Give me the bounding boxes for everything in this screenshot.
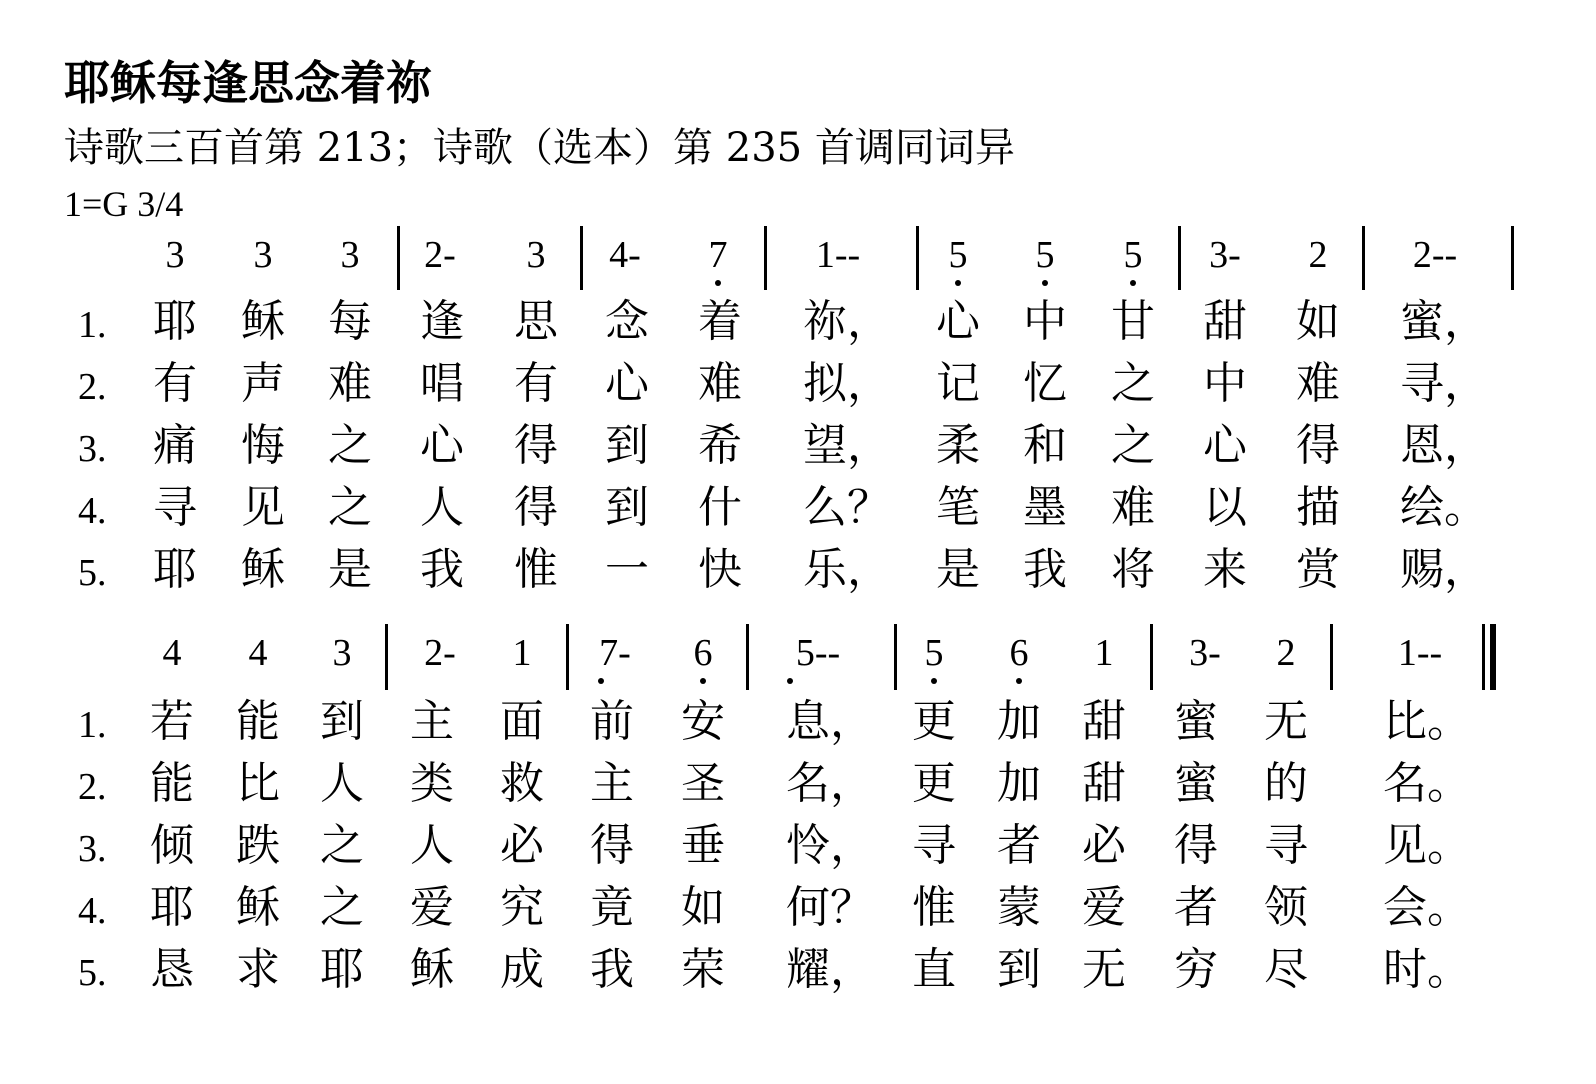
lyric-char: 领 bbox=[1264, 882, 1308, 933]
lyric-char: 跌 bbox=[236, 820, 280, 871]
lyric-char: 记 bbox=[936, 358, 980, 409]
lyric-char: 望， bbox=[803, 420, 891, 471]
note: 5-- bbox=[795, 632, 841, 674]
lyric-char: 赏 bbox=[1296, 544, 1340, 595]
lyric-char: 得 bbox=[514, 420, 558, 471]
lyric-char: 难 bbox=[1296, 358, 1340, 409]
hymn-title: 耶稣每逢思念着祢 bbox=[64, 56, 432, 110]
lyric-char: 稣 bbox=[241, 544, 285, 595]
lyric-char: 思 bbox=[514, 296, 558, 347]
lyric-char: 蜜 bbox=[1174, 758, 1218, 809]
lyric-char: 必 bbox=[500, 820, 544, 871]
lyric-char: 有 bbox=[153, 358, 197, 409]
lyric-char: 耶 bbox=[153, 296, 197, 347]
note: 7- bbox=[599, 632, 631, 674]
lyric-char: 着 bbox=[698, 296, 742, 347]
bar-line bbox=[566, 624, 569, 690]
lyric-char: 来 bbox=[1203, 544, 1247, 595]
lyric-char: 拟， bbox=[803, 358, 891, 409]
low-octave-dot bbox=[1042, 280, 1048, 286]
lyric-char: 荣 bbox=[681, 944, 725, 995]
lyric-char: 究 bbox=[500, 882, 544, 933]
note: 3- bbox=[1189, 632, 1221, 674]
bar-line bbox=[1330, 624, 1333, 690]
lyric-char: 得 bbox=[1296, 420, 1340, 471]
lyric-char: 者 bbox=[1174, 882, 1218, 933]
note: 2- bbox=[424, 234, 456, 276]
lyric-char: 名， bbox=[786, 758, 874, 809]
note: 6 bbox=[1009, 632, 1029, 674]
lyric-char: 怜， bbox=[786, 820, 874, 871]
lyric-char: 甘 bbox=[1111, 296, 1155, 347]
lyric-char: 耀， bbox=[786, 944, 874, 995]
note: 3 bbox=[165, 234, 185, 276]
low-octave-dot bbox=[787, 678, 793, 684]
lyric-char: 人 bbox=[420, 482, 464, 533]
bar-line bbox=[397, 226, 400, 290]
lyric-char: 竟 bbox=[590, 882, 634, 933]
low-octave-dot bbox=[931, 678, 937, 684]
lyric-char: 描 bbox=[1296, 482, 1340, 533]
lyric-char: 以 bbox=[1203, 482, 1247, 533]
lyric-char: 能 bbox=[150, 758, 194, 809]
lyric-char: 和 bbox=[1023, 420, 1067, 471]
note: 2-- bbox=[1412, 234, 1458, 276]
lyric-char: 直 bbox=[912, 944, 956, 995]
lyric-char: 我 bbox=[420, 544, 464, 595]
lyric-char: 中 bbox=[1023, 296, 1067, 347]
lyric-char: 乐， bbox=[803, 544, 891, 595]
low-octave-dot bbox=[715, 280, 721, 286]
lyric-char: 蜜 bbox=[1174, 696, 1218, 747]
lyric-char: 主 bbox=[410, 696, 454, 747]
lyric-char: 念 bbox=[605, 296, 649, 347]
lyric-char: 唱 bbox=[420, 358, 464, 409]
bar-line bbox=[1178, 226, 1181, 290]
note: 1-- bbox=[815, 234, 861, 276]
lyric-char: 人 bbox=[410, 820, 454, 871]
lyric-char: 若 bbox=[150, 696, 194, 747]
lyric-char: 爱 bbox=[410, 882, 454, 933]
key-signature: 1=G 3/4 bbox=[64, 184, 184, 224]
verse-number: 2. bbox=[78, 766, 107, 808]
low-octave-dot bbox=[1016, 678, 1022, 684]
lyric-char: 之 bbox=[320, 882, 364, 933]
bar-line bbox=[746, 624, 749, 690]
lyric-char: 穷 bbox=[1174, 944, 1218, 995]
low-octave-dot bbox=[598, 678, 604, 684]
lyric-char: 比 bbox=[236, 758, 280, 809]
lyric-char: 之 bbox=[328, 482, 372, 533]
lyric-char: 逢 bbox=[420, 296, 464, 347]
lyric-char: 主 bbox=[590, 758, 634, 809]
note: 2 bbox=[1276, 632, 1296, 674]
lyric-char: 甜 bbox=[1082, 696, 1126, 747]
bar-line bbox=[916, 226, 919, 290]
low-octave-dot bbox=[700, 678, 706, 684]
lyric-char: 见 bbox=[241, 482, 285, 533]
verse-number: 1. bbox=[78, 304, 107, 346]
bar-line bbox=[1511, 226, 1514, 290]
lyric-char: 之 bbox=[1111, 420, 1155, 471]
low-octave-dot bbox=[955, 280, 961, 286]
lyric-char: 到 bbox=[605, 482, 649, 533]
note: 3 bbox=[340, 234, 360, 276]
lyric-char: 倾 bbox=[150, 820, 194, 871]
lyric-char: 息， bbox=[786, 696, 874, 747]
bar-line bbox=[764, 226, 767, 290]
verse-number: 4. bbox=[78, 890, 107, 932]
lyric-char: 尽 bbox=[1264, 944, 1308, 995]
note: 3- bbox=[1209, 234, 1241, 276]
lyric-char: 将 bbox=[1111, 544, 1155, 595]
lyric-char: 寻 bbox=[1264, 820, 1308, 871]
lyric-char: 更 bbox=[912, 758, 956, 809]
verse-number: 3. bbox=[78, 428, 107, 470]
verse-number: 3. bbox=[78, 828, 107, 870]
lyric-char: 声 bbox=[241, 358, 285, 409]
lyric-char: 到 bbox=[320, 696, 364, 747]
lyric-char: 墨 bbox=[1023, 482, 1067, 533]
lyric-char: 圣 bbox=[681, 758, 725, 809]
lyric-char: 如 bbox=[1296, 296, 1340, 347]
lyric-char: 寻 bbox=[153, 482, 197, 533]
lyric-char: 惟 bbox=[912, 882, 956, 933]
lyric-char: 类 bbox=[410, 758, 454, 809]
note: 1 bbox=[1094, 632, 1114, 674]
lyric-char: 之 bbox=[320, 820, 364, 871]
lyric-char: 什 bbox=[698, 482, 742, 533]
lyric-char: 是 bbox=[328, 544, 372, 595]
lyric-char: 之 bbox=[328, 420, 372, 471]
lyric-char: 难 bbox=[1111, 482, 1155, 533]
lyric-char: 快 bbox=[698, 544, 742, 595]
lyric-char: 稣 bbox=[241, 296, 285, 347]
note: 5 bbox=[1035, 234, 1055, 276]
note: 3 bbox=[332, 632, 352, 674]
lyric-char: 如 bbox=[681, 882, 725, 933]
lyric-char: 得 bbox=[1174, 820, 1218, 871]
bar-line bbox=[580, 226, 583, 290]
note: 4 bbox=[162, 632, 182, 674]
lyric-char: 蒙 bbox=[997, 882, 1041, 933]
lyric-char: 耶 bbox=[150, 882, 194, 933]
lyric-char: 见。 bbox=[1383, 820, 1471, 871]
lyric-char: 比。 bbox=[1383, 696, 1471, 747]
note: 5 bbox=[924, 632, 944, 674]
lyric-char: 求 bbox=[236, 944, 280, 995]
final-bar-thin bbox=[1482, 624, 1485, 690]
lyric-char: 绘。 bbox=[1400, 482, 1488, 533]
lyric-char: 的 bbox=[1264, 758, 1308, 809]
lyric-char: 寻， bbox=[1400, 358, 1488, 409]
lyric-char: 到 bbox=[605, 420, 649, 471]
lyric-char: 柔 bbox=[936, 420, 980, 471]
lyric-char: 加 bbox=[997, 696, 1041, 747]
verse-number: 4. bbox=[78, 490, 107, 532]
lyric-char: 赐， bbox=[1400, 544, 1488, 595]
lyric-char: 必 bbox=[1082, 820, 1126, 871]
lyric-char: 笔 bbox=[936, 482, 980, 533]
lyric-char: 么？ bbox=[803, 482, 891, 533]
note: 4 bbox=[248, 632, 268, 674]
low-octave-dot bbox=[1130, 280, 1136, 286]
lyric-char: 时。 bbox=[1383, 944, 1471, 995]
lyric-char: 垂 bbox=[681, 820, 725, 871]
note: 7 bbox=[708, 234, 728, 276]
hymn-subtitle: 诗歌三百首第 213；诗歌（选本）第 235 首调同词异 bbox=[64, 125, 1015, 171]
lyric-char: 痛 bbox=[153, 420, 197, 471]
note: 1 bbox=[512, 632, 532, 674]
lyric-char: 一 bbox=[605, 544, 649, 595]
lyric-char: 成 bbox=[500, 944, 544, 995]
bar-line bbox=[1150, 624, 1153, 690]
note: 2 bbox=[1308, 234, 1328, 276]
lyric-char: 心 bbox=[605, 358, 649, 409]
lyric-char: 无 bbox=[1264, 696, 1308, 747]
bar-line bbox=[385, 624, 388, 690]
lyric-char: 前 bbox=[590, 696, 634, 747]
lyric-char: 得 bbox=[590, 820, 634, 871]
lyric-char: 得 bbox=[514, 482, 558, 533]
lyric-char: 难 bbox=[698, 358, 742, 409]
lyric-char: 中 bbox=[1203, 358, 1247, 409]
lyric-char: 面 bbox=[500, 696, 544, 747]
lyric-char: 无 bbox=[1082, 944, 1126, 995]
lyric-char: 蜜， bbox=[1400, 296, 1488, 347]
lyric-char: 能 bbox=[236, 696, 280, 747]
lyric-char: 难 bbox=[328, 358, 372, 409]
lyric-char: 人 bbox=[320, 758, 364, 809]
bar-line bbox=[894, 624, 897, 690]
lyric-char: 爱 bbox=[1082, 882, 1126, 933]
note: 6 bbox=[693, 632, 713, 674]
lyric-char: 救 bbox=[500, 758, 544, 809]
lyric-char: 安 bbox=[681, 696, 725, 747]
lyric-char: 稣 bbox=[410, 944, 454, 995]
lyric-char: 更 bbox=[912, 696, 956, 747]
lyric-char: 加 bbox=[997, 758, 1041, 809]
lyric-char: 祢， bbox=[803, 296, 891, 347]
lyric-char: 心 bbox=[420, 420, 464, 471]
final-bar-thick bbox=[1490, 624, 1496, 690]
lyric-char: 耶 bbox=[320, 944, 364, 995]
lyric-char: 会。 bbox=[1383, 882, 1471, 933]
lyric-char: 我 bbox=[590, 944, 634, 995]
lyric-char: 甜 bbox=[1203, 296, 1247, 347]
lyric-char: 忆 bbox=[1023, 358, 1067, 409]
lyric-char: 是 bbox=[936, 544, 980, 595]
note: 3 bbox=[526, 234, 546, 276]
note: 5 bbox=[948, 234, 968, 276]
verse-number: 5. bbox=[78, 952, 107, 994]
lyric-char: 有 bbox=[514, 358, 558, 409]
lyric-char: 名。 bbox=[1383, 758, 1471, 809]
lyric-char: 恩， bbox=[1400, 420, 1488, 471]
lyric-char: 恳 bbox=[150, 944, 194, 995]
lyric-char: 者 bbox=[997, 820, 1041, 871]
note: 5 bbox=[1123, 234, 1143, 276]
note: 2- bbox=[424, 632, 456, 674]
lyric-char: 每 bbox=[328, 296, 372, 347]
note: 3 bbox=[253, 234, 273, 276]
lyric-char: 心 bbox=[936, 296, 980, 347]
lyric-char: 希 bbox=[698, 420, 742, 471]
verse-number: 2. bbox=[78, 366, 107, 408]
bar-line bbox=[1362, 226, 1365, 290]
note: 4- bbox=[609, 234, 641, 276]
lyric-char: 何？ bbox=[786, 882, 874, 933]
lyric-char: 甜 bbox=[1082, 758, 1126, 809]
lyric-char: 之 bbox=[1111, 358, 1155, 409]
lyric-char: 耶 bbox=[153, 544, 197, 595]
note: 1-- bbox=[1397, 632, 1443, 674]
verse-number: 1. bbox=[78, 704, 107, 746]
lyric-char: 悔 bbox=[241, 420, 285, 471]
lyric-char: 我 bbox=[1023, 544, 1067, 595]
verse-number: 5. bbox=[78, 552, 107, 594]
lyric-char: 稣 bbox=[236, 882, 280, 933]
lyric-char: 惟 bbox=[514, 544, 558, 595]
lyric-char: 到 bbox=[997, 944, 1041, 995]
lyric-char: 寻 bbox=[912, 820, 956, 871]
lyric-char: 心 bbox=[1203, 420, 1247, 471]
